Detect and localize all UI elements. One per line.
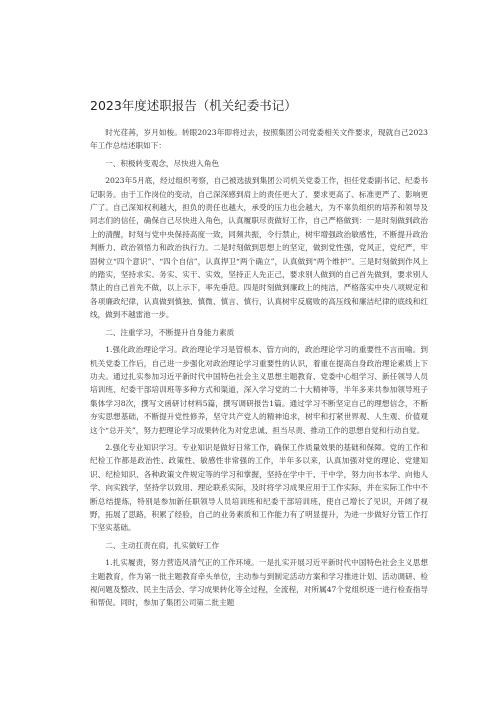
intro-paragraph: 时光荏苒，岁月如梭。转眼2023年即将过去，按照集团公司党委相关文件要求，现就自己2023年工作总结述职如下： <box>90 128 428 151</box>
section-3-paragraph-1: 1.扎实履责，努力营造风清气正的工作环境。一是扎实开展习近平新时代中国特色社会主义思想主题教育，作为第一批主题教育牵头单位，主动参与到制定活动方案和学习推进计划、活动调研、检视问题及整改、民主生活会、学习成果转化等全过程，全流程，对所属47个党组织逐一进行检查指导和帮促。同时，参加了集团公司第二批主题 <box>90 558 428 608</box>
section-heading-2: 二、注重学习，不断提升自身能力素质 <box>105 327 235 337</box>
section-heading-1: 一、积极转变观念，尽快进入角色 <box>105 158 220 168</box>
section-2-paragraph-1: 1.强化政治理论学习。政治理论学习是管根本、管方向的，政治理论学习的重要性不言而喻。到机关党委工作后，自己进一步强化对政治理论学习重要性的认识，着重在提高自身政治理论素质上下功夫。通过扎实参加习近平新时代中国特色社会主义思想主题教育、党委中心组学习、新任领导人员培训班、纪委干部培训班等多种方式和渠道，深入学习党的二十大精神等，半年多来共参加领导班子集体学习8次，撰写文函研讨材料5篇，撰写调研报告1篇。通过学习不断坚定自己的理想信念，不断夯实思想基础，不断提升党性修养，坚守共产党人的精神追求，树牢和打紧世界观、人生观、价值观这个“总开关”，努力把理论学习成果转化为对党忠诚、担当尽责、推动工作的思想自觉和行动自觉。 <box>90 345 428 435</box>
document-title: 2023年度述职报告（机关纪委书记） <box>90 98 297 113</box>
section-heading-3: 二、主动扛责在肩，扎实做好工作 <box>105 540 220 550</box>
section-1-paragraph-1: 2023年5月底，经过组织考察，自己被选拔到集团公司机关党委工作，担任党委副书记、纪委书记职务。由于工作岗位的变动，自己深深感到肩上的责任更大了、要求更高了、标准更严了、影响更广了。自己深知权利越大，担负的责任也越大，承受的压力也会越大，为不辜负组织的培养和领导及同志们的信任，确保自己尽快进入角色，认真履职尽责做好工作，自己严格做到：一是时刻做到政治上的清醒，时刻与党中央保持高度一致，同频共振，令行禁止，树牢增强政治敏感性，不断提升政治判断力、政治领悟力和政治执行力。二是时刻做到思想上的坚定，做到党性强，党风正，党纪严，牢固树立“四个意识”、“四个自信”，认真捍卫“两个确立”，认真做到“两个维护”。三是时刻做到作风上的踏实，坚持求实、务实、实干、实效，坚持正人先正己，要求别人做到的自己首先做到，要求别人禁止的自己首先不做，以上示下，率先垂范。四是时刻做到廉政上的纯洁，严格落实中央八项规定和各项廉政纪律，认真做到慎独、慎微、慎言、慎行，认真树牢反腐败的高压线和廉洁纪律的底线和红线，做到不越雷池一步。 <box>90 176 428 320</box>
section-2-paragraph-2: 2.强化专业知识学习。专业知识是做好日常工作，确保工作质量效果的基础和保障。党的工作和纪检工作都是政治性、政策性、敏感性非常强的工作，半年多以来，认真加强对党的理论、党建知识、纪检知识、各种政策文件规定等的学习和掌握，坚持在学中干、干中学，努力向书本学、向他人学、向实践学，坚持学以致用、理论联系实际，及时将学习成果应用于工作实际，并在实际工作中不断总结提炼，特别是参加新任职领导人员培训班和纪委干部培训班，使自己增长了见识，开阔了视野，拓展了思路，积累了经验，自己的业务素质和工作能力有了明显提升，为进一步做好分管工作打下坚实基础。 <box>90 442 428 533</box>
